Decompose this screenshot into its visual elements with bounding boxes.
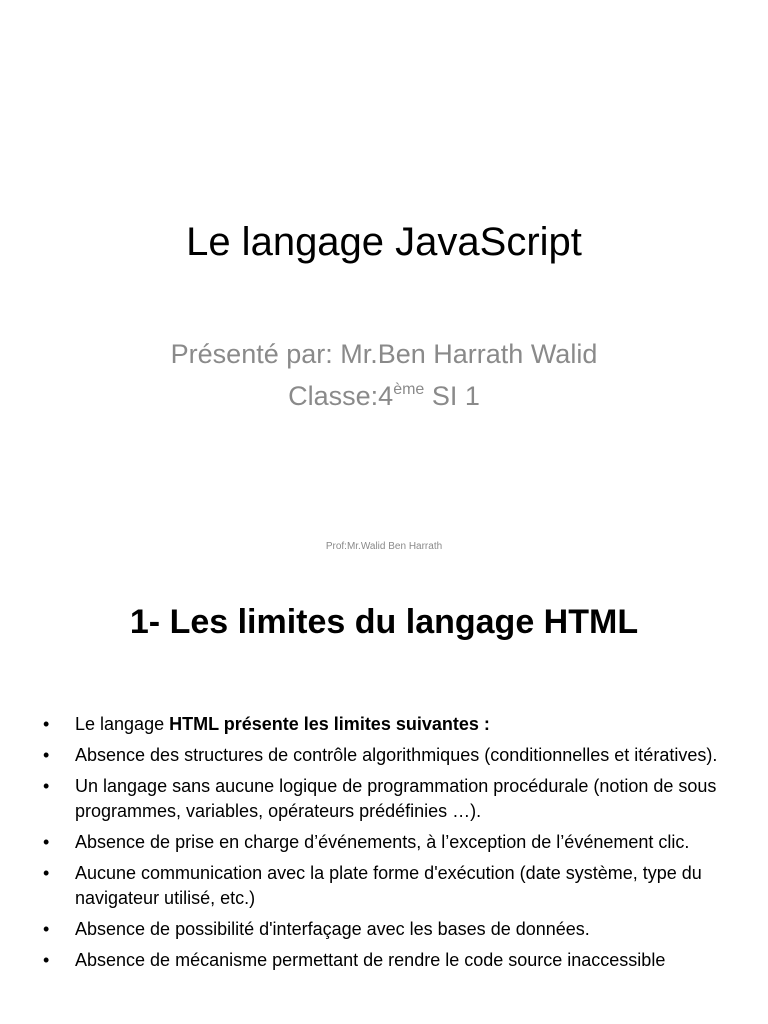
bullet-icon: • bbox=[43, 714, 50, 734]
bullet-item bbox=[43, 861, 733, 911]
class-suffix: SI 1 bbox=[424, 381, 480, 411]
class-prefix: Classe:4 bbox=[288, 381, 394, 411]
bullet-item bbox=[43, 830, 733, 855]
bullet-text: Absence des structures de contrôle algorithmiques (conditionnelles et itératives). bbox=[75, 745, 718, 765]
bullet-text: Aucune communication avec la plate forme d'exécution (date système, type du navigateur utilisé, etc.) bbox=[75, 863, 702, 908]
bullet-intro-plain: Le langage bbox=[75, 714, 170, 734]
bullet-icon: • bbox=[43, 776, 50, 796]
bullet-item-intro bbox=[43, 712, 733, 737]
bullet-item bbox=[43, 917, 733, 942]
bullet-icon: • bbox=[43, 863, 50, 883]
bullet-icon: • bbox=[43, 950, 50, 970]
bullet-text: Absence de mécanisme permettant de rendre le code source inaccessible bbox=[75, 950, 666, 970]
bullet-text: Un langage sans aucune logique de programmation procédurale (notion de sous programmes, variables, opérateurs prédéfinies …). bbox=[75, 776, 717, 821]
bullet-list bbox=[43, 712, 733, 979]
bullet-icon: • bbox=[43, 919, 50, 939]
bullet-item bbox=[43, 774, 733, 824]
bullet-icon: • bbox=[43, 745, 50, 765]
class-line bbox=[0, 375, 768, 417]
content-slide bbox=[0, 576, 768, 1024]
bullet-item bbox=[43, 948, 733, 973]
bullet-text: Absence de prise en charge d’événements, à l’exception de l’événement clic. bbox=[75, 832, 690, 852]
section-heading: 1- Les limites du langage HTML bbox=[129, 603, 639, 641]
slide-footer: Prof:Mr.Walid Ben Harrath bbox=[325, 541, 443, 552]
bullet-intro-bold: HTML présente les limites suivantes : bbox=[169, 714, 490, 734]
class-superscript: ème bbox=[393, 381, 425, 398]
bullet-text: Absence de possibilité d'interfaçage avec les bases de données. bbox=[75, 919, 590, 939]
bullet-icon: • bbox=[43, 832, 50, 852]
bullet-item bbox=[43, 743, 733, 768]
presentation-subtitle bbox=[0, 333, 768, 417]
presenter-line: Présenté par: Mr.Ben Harrath Walid bbox=[170, 339, 598, 369]
presentation-title: Le langage JavaScript bbox=[186, 220, 582, 264]
